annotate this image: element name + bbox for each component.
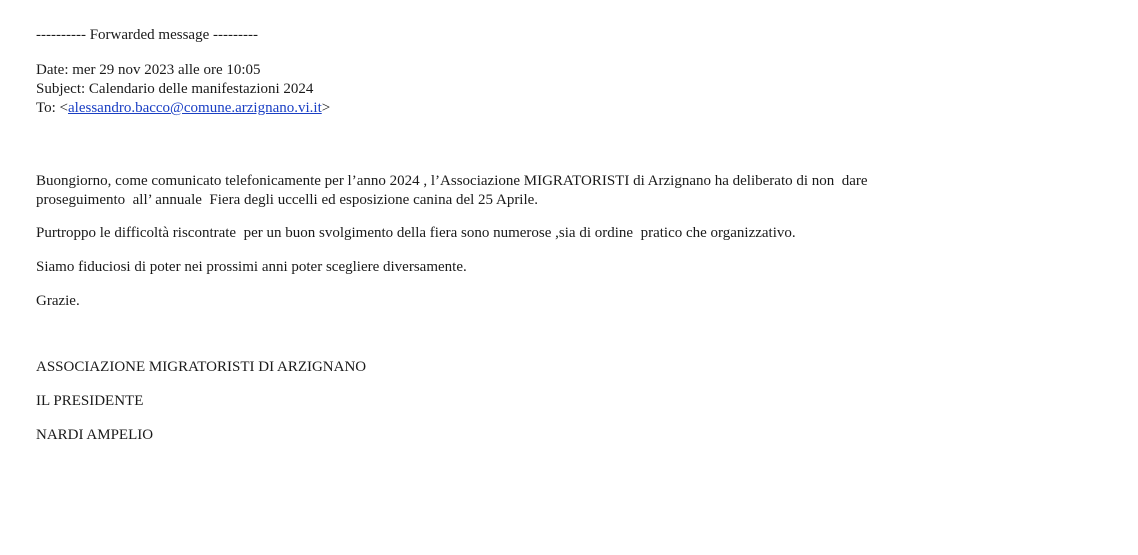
date-label: Date: (36, 62, 69, 78)
to-close-bracket: > (321, 100, 331, 116)
to-row (36, 99, 1126, 118)
subject-label: Subject: (36, 81, 86, 97)
body-paragraph-2: Purtroppo le difficoltà riscontrate per un buon svolgimento della fiera sono numerose ,sia di ordine pratico che organizzativo. (36, 225, 796, 241)
date-row (36, 61, 1126, 80)
to-label: To: (36, 100, 56, 116)
subject-value: Calendario delle manifestazioni 2024 (88, 81, 314, 97)
signature-name: NARDI AMPELIO (36, 427, 154, 443)
body-paragraph-1 (36, 172, 1126, 210)
body-paragraph-1-line-2: proseguimento all’ annuale Fiera degli uccelli ed esposizione canina del 25 Aprile. (36, 192, 539, 208)
forwarded-message-header: ---------- Forwarded message --------- (36, 27, 258, 43)
recipient-email-link[interactable]: alessandro.bacco@comune.arzignano.vi.it (68, 100, 322, 116)
closing-thanks: Grazie. (36, 293, 80, 309)
email-message (36, 26, 1126, 460)
to-open-bracket: < (59, 100, 69, 116)
email-headers (36, 61, 1126, 118)
signature-role: IL PRESIDENTE (36, 393, 144, 409)
subject-row (36, 80, 1126, 99)
date-value: mer 29 nov 2023 alle ore 10:05 (72, 62, 261, 78)
signature-block (36, 358, 1126, 445)
body-paragraph-1-line-1: Buongiorno, come comunicato telefonicamente per l’anno 2024 , l’Associazione MIGRATORISTI di Arzignano ha deliberato di non dare (36, 173, 868, 189)
signature-organization: ASSOCIAZIONE MIGRATORISTI DI ARZIGNANO (36, 359, 367, 375)
body-paragraph-3: Siamo fiduciosi di poter nei prossimi anni poter scegliere diversamente. (36, 259, 467, 275)
